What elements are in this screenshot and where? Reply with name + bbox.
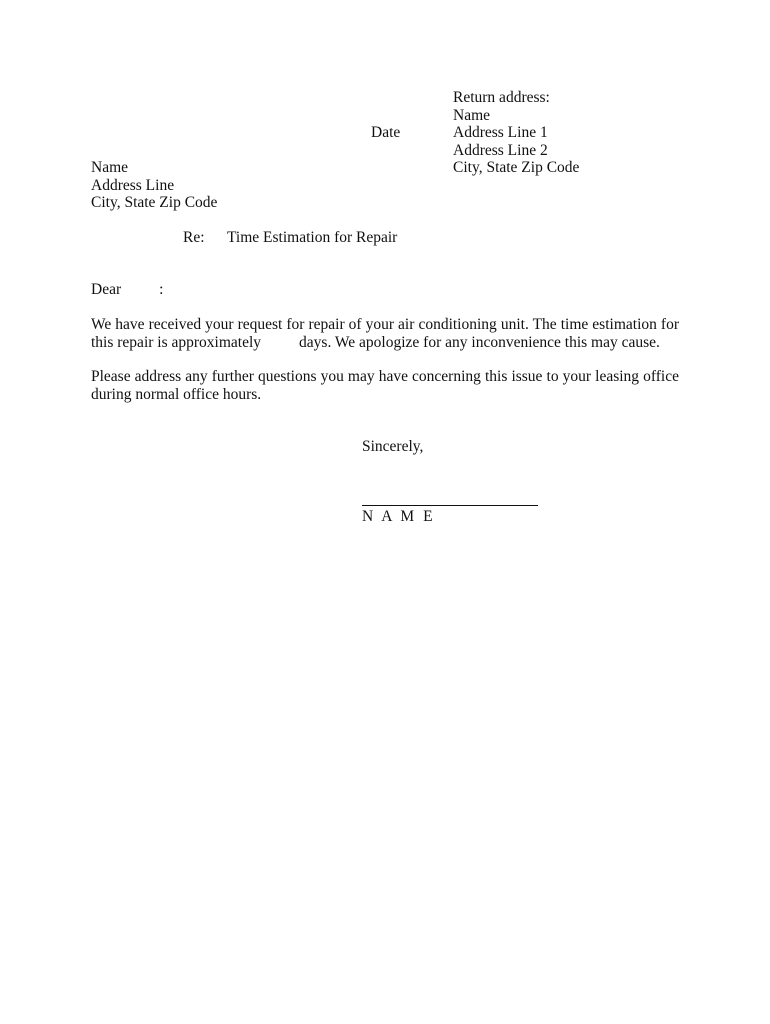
salutation-colon: : (159, 281, 164, 298)
body-paragraph-1 (91, 316, 679, 351)
return-address-line1: Address Line 1 (453, 124, 548, 141)
closing: Sincerely, (362, 438, 424, 455)
recipient-city-state-zip: City, State Zip Code (91, 194, 218, 211)
body-paragraph-2: Please address any further questions you may have concerning this issue to your leasing office during normal office hours. (91, 368, 679, 403)
body-paragraph-1-start: We have received your request for repair of your air conditioning unit. The time estimation for this repair is approximately (91, 316, 679, 351)
salutation (91, 281, 163, 299)
return-address-city-state-zip: City, State Zip Code (453, 159, 580, 176)
return-address-name: Name (453, 106, 491, 124)
body-paragraph-1-end: days. We apologize for any inconvenience this may cause. (299, 333, 660, 351)
recipient-address-block (91, 159, 217, 212)
recipient-name: Name (91, 159, 129, 176)
recipient-address: Address Line (91, 176, 175, 194)
signature-line (362, 505, 538, 506)
re-label: Re: (183, 229, 205, 246)
return-address-heading: Return address: (453, 89, 550, 106)
re-subject: Time Estimation for Repair (227, 229, 398, 246)
signature-name: N A M E (362, 508, 436, 525)
salutation-word: Dear (91, 281, 122, 298)
date-label: Date (371, 124, 401, 141)
return-address-block (453, 89, 579, 177)
return-address-line2: Address Line 2 (453, 141, 548, 159)
